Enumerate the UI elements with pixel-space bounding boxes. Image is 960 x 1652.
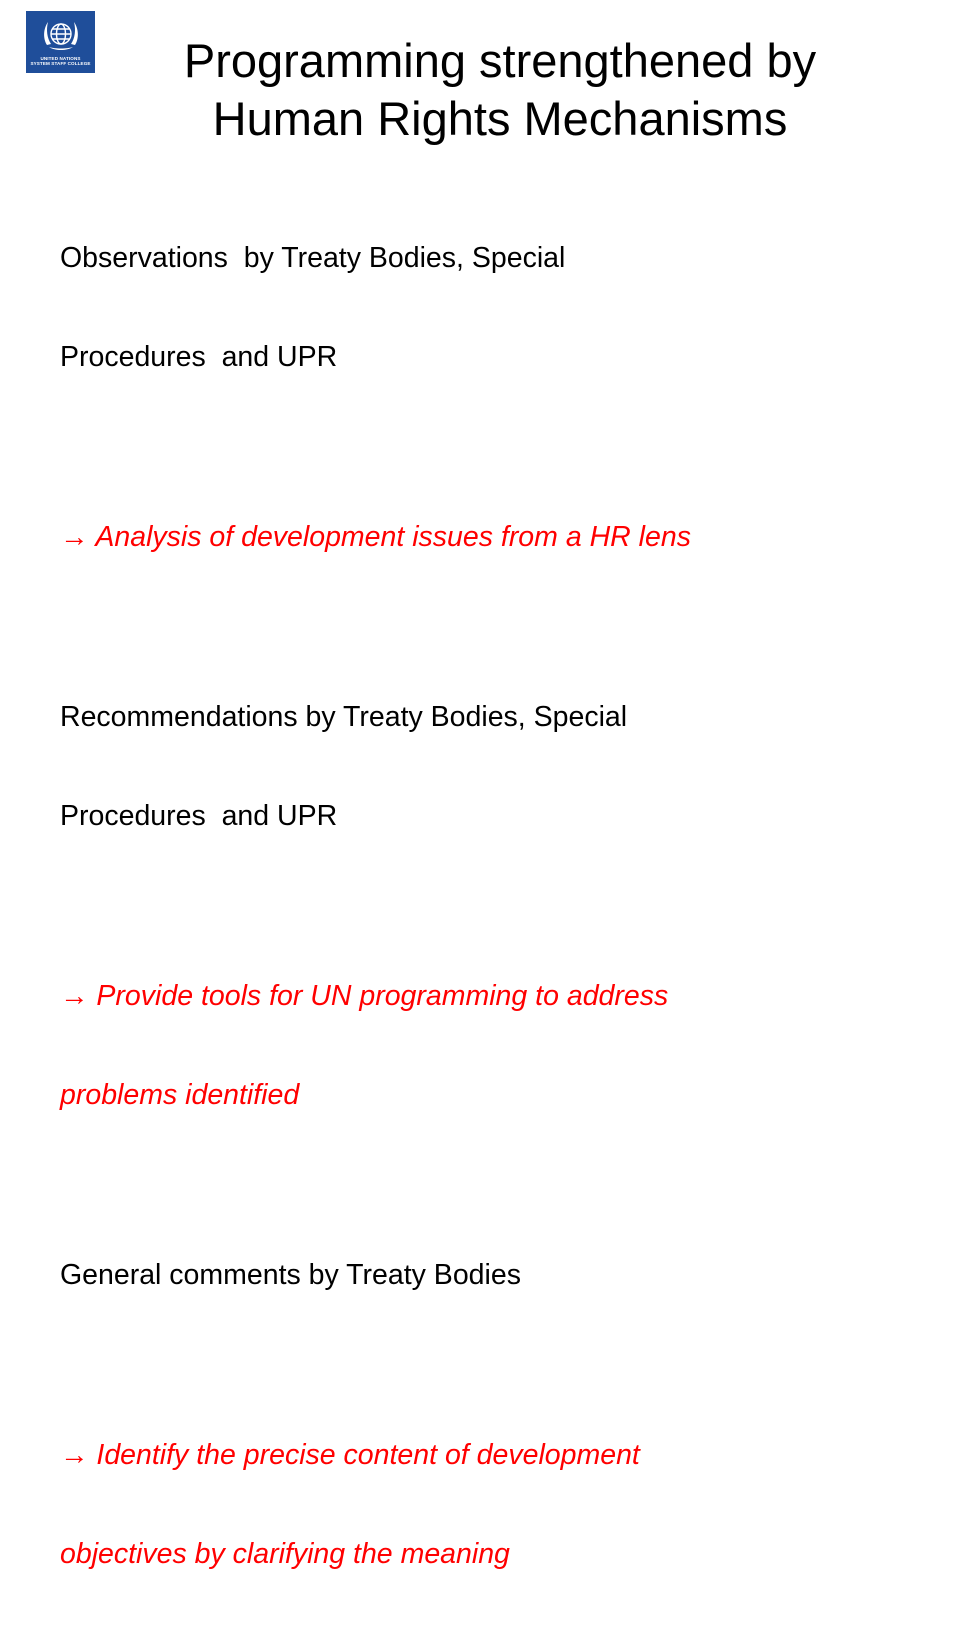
text-line: → Analysis of development issues from a HR lens [60,521,691,553]
un-emblem-icon [39,15,83,55]
recommendations-treaty-special-upr [60,635,930,899]
text-line: → Provide tools for UN programming to address [60,980,669,1012]
text-line: Procedures and UPR [60,800,338,832]
text-line: Observations by Treaty Bodies, Special [60,242,566,274]
title-line-2: Human Rights Mechanisms [212,92,788,145]
unssc-logo [26,11,95,73]
general-comments-treaty [60,1193,930,1358]
slide-body [60,176,930,1652]
text-line: Recommendations by Treaty Bodies, Special [60,701,628,733]
result-identify-content [60,1373,930,1637]
text-line: → Identify the precise content of development [60,1439,640,1471]
slide-title [100,32,900,148]
result-provide-tools [60,914,930,1178]
text-line: Procedures and UPR [60,341,338,373]
observation-treaty-special-upr [60,176,930,440]
logo-caption: UNITED NATIONS SYSTEM STAFF COLLEGE [30,56,91,66]
text-line: objectives by clarifying the meaning [60,1538,510,1570]
result-analysis-hr-lens [60,455,930,620]
text-line: General comments by Treaty Bodies [60,1259,521,1291]
title-line-1: Programming strengthened by [183,34,817,87]
text-line: problems identified [60,1079,300,1111]
